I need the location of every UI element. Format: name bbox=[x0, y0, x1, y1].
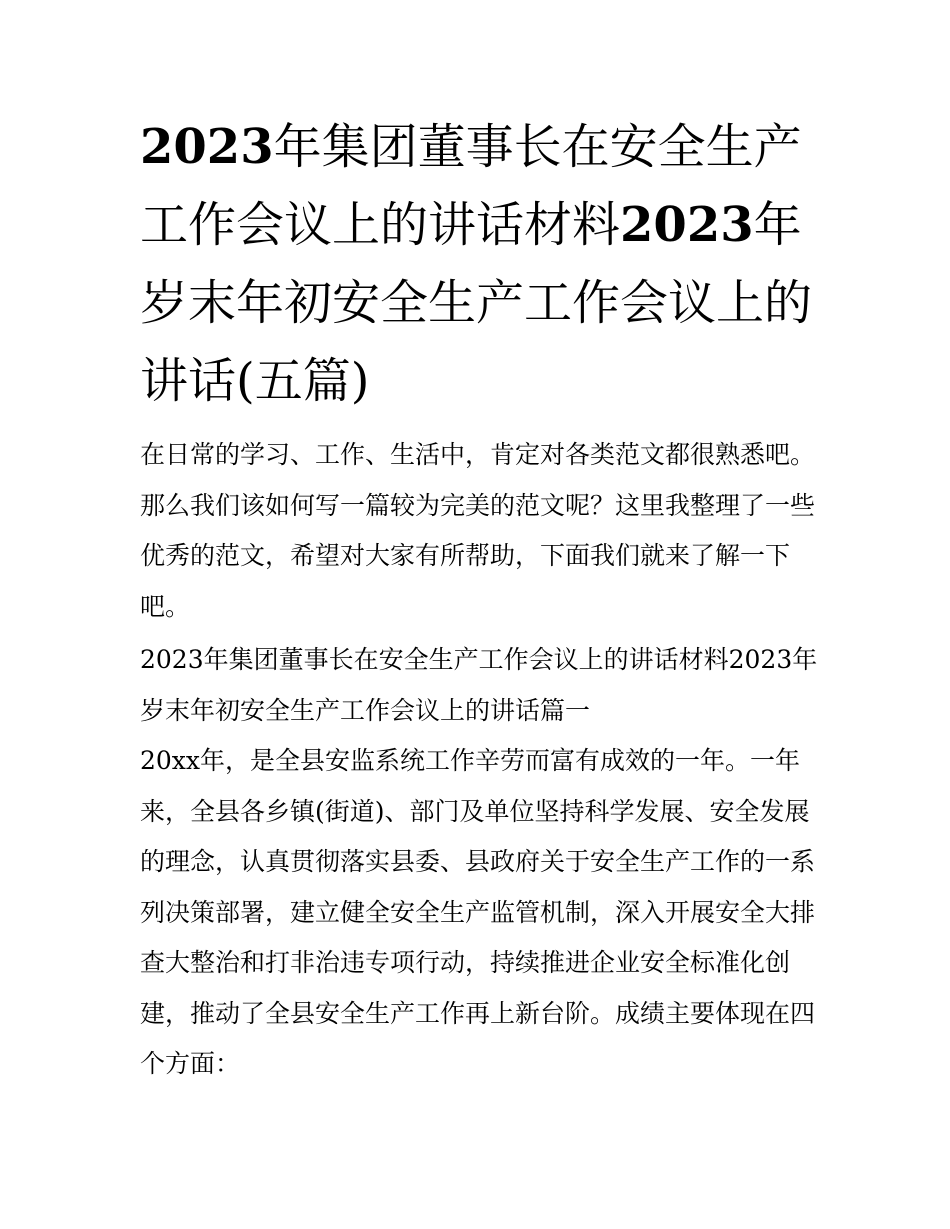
title-text-2: 年岁末年初安全生产工作会议上的讲话(五篇) bbox=[140, 197, 813, 409]
title-text-1: 年集团董事长在安全生产工作会议上的讲话材料 bbox=[140, 119, 802, 253]
document-title bbox=[140, 108, 820, 420]
section-heading: 2023年集团董事长在安全生产工作会议上的讲话材料2023年岁末年初安全生产工作会议上的讲话篇一 bbox=[140, 645, 818, 725]
body-paragraph: 20xx年，是全县安监系统工作辛劳而富有成效的一年。一年来，全县各乡镇(街道)、部门及单位坚持科学发展、安全发展的理念，认真贯彻落实县委、县政府关于安全生产工作的一系列决策部署，建立健全安全生产监管机制，深入开展安全大排查大整治和打非治违专项行动，持续推进企业安全标准化创建，推动了全县安全生产工作再上新台阶。成绩主要体现在四个方面： bbox=[140, 746, 816, 1078]
title-year-2: 2023 bbox=[620, 197, 754, 253]
title-year-1: 2023 bbox=[140, 119, 274, 175]
intro-paragraph: 在日常的学习、工作、生活中，肯定对各类范文都很熟悉吧。那么我们该如何写一篇较为完美的范文呢？这里我整理了一些优秀的范文，希望对大家有所帮助，下面我们就来了解一下吧。 bbox=[140, 440, 816, 621]
